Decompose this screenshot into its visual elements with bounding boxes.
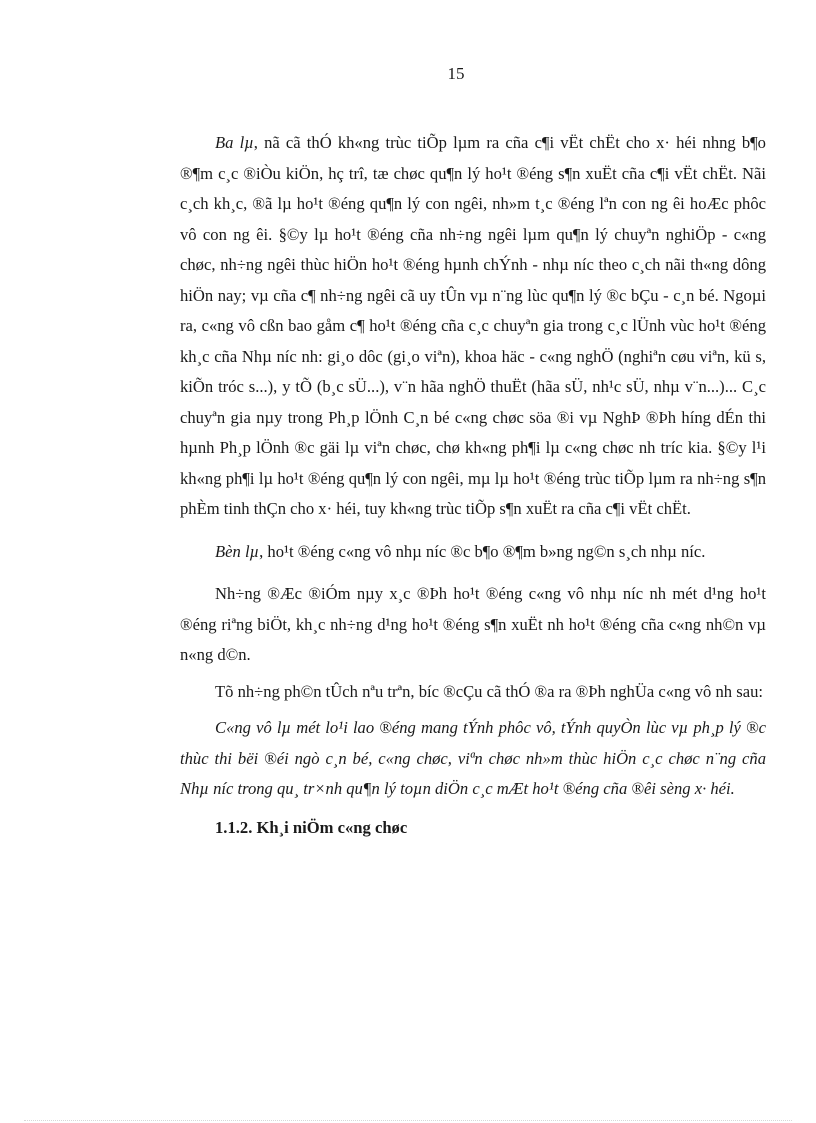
paragraph-bon-la <box>180 537 766 568</box>
paragraph-definition-intro: Tõ nh÷ng ph©n tÛch nªu trªn, bíc ®cÇu cã thÓ ®a ra ®Þh nghÜa c«ng vô nh sau: <box>215 681 763 701</box>
page-bottom-rule <box>24 1120 792 1121</box>
paragraph-lead-italic: Bèn lµ <box>215 541 260 561</box>
paragraph-characteristics: Nh÷ng ®Æc ®iÓm nµy x¸c ®Þh ho¹t ®éng c«ng vô nhµ níc nh mét d¹ng ho¹t ®éng riªng biÖt, kh¸c nh÷ng d¹ng ho¹t ®éng s¶n xuËt nh ho¹t ®éng cña c«ng nh©n vµ n«ng d©n. <box>180 584 766 664</box>
page-number: 15 <box>447 64 465 83</box>
paragraph-lead-italic: Ba lµ <box>215 133 254 152</box>
document-body <box>180 128 766 843</box>
paragraph-definition: C«ng vô lµ mét lo¹i lao ®éng mang tÝnh phôc vô, tÝnh quyÒn lùc vµ ph¸p lý ®c thùc thi bëi ®éi ngò c¸n bé, c«ng chøc, viªn chøc nh»m thùc hiÖn c¸c chøc n¨ng cña Nhµ níc trong qu¸ tr×nh qu¶n lý toµn diÖn c¸c mÆt ho¹t ®éng cña ®êi sèng x· héi. <box>180 718 766 798</box>
paragraph-ba-la <box>180 128 766 525</box>
paragraph-text: , ho¹t ®éng c«ng vô nhµ níc ®c b¶o ®¶m b»ng ng©n s¸ch nhµ níc. <box>259 541 706 561</box>
paragraph-text: , nã cã thÓ kh«ng trùc tiÕp lµm ra cña c¶i vËt chËt cho x· héi nhng b¶o ®¶m c¸c ®iÒu kiÖn, hç trî, tæ chøc qu¶n lý ho¹t ®éng s¶n xuËt cña c¶i vËt chËt. Nãi c¸ch kh¸c, ®ã lµ ho¹t ®éng qu¶n lý con ngêi, nh»m t¸c ®éng lªn con ng êi hoÆc phôc vô con ng êi. §©y lµ ho¹t ®éng cña nh÷ng ngêi lµm qu¶n lý chuyªn nghiÖp - c«ng chøc, nh÷ng ngêi thùc hiÖn ho¹t ®éng hµnh chÝnh - nhµ níc theo c¸ch nãi th«ng dông hiÖn nay; vµ cña c¶ nh÷ng ngêi cã uy tÛn vµ n¨ng lùc qu¶n lý ®c bÇu - c¸n bé. Ngoµi ra, c«ng vô cßn bao gåm c¶ ho¹t ®éng cña c¸c chuyªn gia trong c¸c lÜnh vùc ho¹t ®éng kh¸c cña Nhµ níc nh: gi¸o dôc (gi¸o viªn), khoa häc - c«ng nghÖ (nghiªn cøu viªn, kü s, kiÕn tróc s...), y tÕ (b¸c sÜ...), v¨n hãa nghÖ thuËt (hãa sÜ, nh¹c sÜ, nhµ v¨n...)... C¸c chuyªn gia nµy trong Ph¸p lÖnh C¸n bé c«ng chøc söa ®i vµ NghÞ ®Þh híng dÉn thi hµnh Ph¸p lÖnh ®c gäi lµ viªn chøc, chø kh«ng ph¶i lµ c«ng chøc nh tríc kia. §©y l¹i kh«ng ph¶i lµ ho¹t ®éng qu¶n lý con ngêi, mµ lµ ho¹t ®éng trùc tiÕp lµm ra nh÷ng s¶n phÈm tinh thÇn cho x· héi, tuy kh«ng trùc tiÕp s¶n xuËt ra cña c¶i vËt chËt. <box>180 133 766 518</box>
section-heading: 1.1.2. Kh¸i niÖm c«ng chøc <box>215 817 408 837</box>
